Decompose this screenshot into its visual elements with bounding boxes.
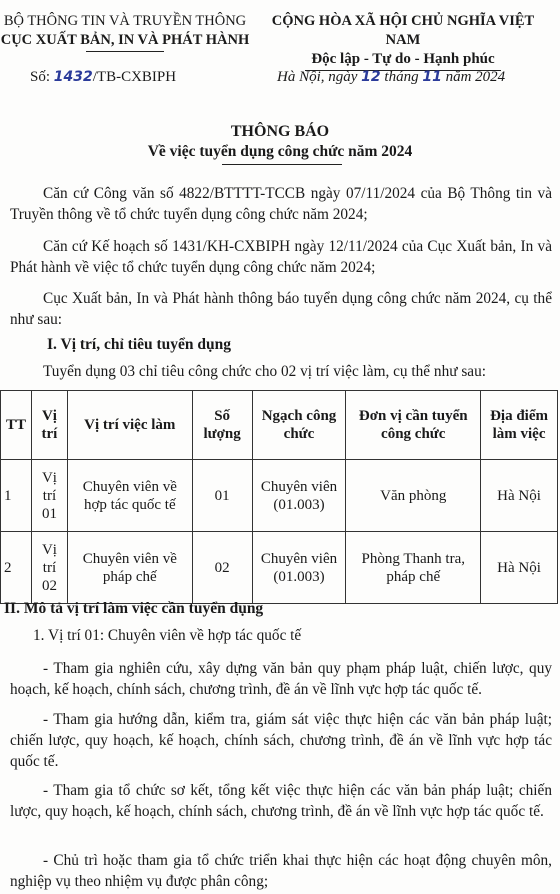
duty-text-1: - Tham gia nghiên cứu, xây dựng văn bản quy phạm pháp luật, chiến lược, quy hoạch, kế hoạch, chính sách, chương trình, đề án về lĩnh vực hợp tác quốc tế. [10,660,552,698]
recruitment-table [0,390,558,604]
col-header-quantity: Số lượng [192,391,252,460]
table-row [1,460,558,532]
cell-tt: 2 [1,532,32,604]
section-1-lead: Tuyển dụng 03 chỉ tiêu công chức cho 02 vị trí việc làm, cụ thể như sau: [43,363,486,380]
duty-text-4: - Chủ trì hoặc tham gia tổ chức triển khai thực hiện các hoạt động chuyên môn, nghiệp vụ theo nhiệm vụ được phân công; [10,852,552,890]
intro-text-2: Căn cứ Kế hoạch số 1431/KH-CXBIPH ngày 12/11/2024 của Cục Xuất bản, In và Phát hành về việc tổ chức tuyển dụng công chức năm 2024; [10,238,552,276]
cell-job-position: Chuyên viên về hợp tác quốc tế [67,460,192,532]
cell-grade: Chuyên viên (01.003) [252,460,346,532]
motto: Độc lập - Tự do - Hạnh phúc [311,51,495,67]
cell-location: Hà Nội [481,532,558,604]
cell-unit: Phòng Thanh tra, pháp chế [346,532,481,604]
date-suffix: năm 2024 [441,69,506,85]
intro-paragraph-3 [10,288,552,330]
cell-quantity: 01 [192,460,252,532]
cell-tt: 1 [1,460,32,532]
department-underline [86,51,164,52]
intro-text-3: Cục Xuất bản, In và Phát hành thông báo tuyển dụng công chức năm 2024, cụ thể như sau: [10,290,552,328]
intro-text-1: Căn cứ Công văn số 4822/BTTTT-TCCB ngày 07/11/2024 của Bộ Thông tin và Truyền thông về tổ chức tuyển dụng công chức năm 2024; [10,185,552,223]
col-header-job-position: Vị trí việc làm [67,391,192,460]
issuer-block [0,12,250,52]
document-title: THÔNG BÁO [230,123,330,140]
date-day-handwritten: 12 [361,69,381,85]
section-2-heading: II. Mô tả vị trí làm việc cần tuyển dụng [4,600,264,617]
cell-position-code: Vị trí 01 [31,460,67,532]
date-month-handwritten: 11 [422,69,442,85]
ref-suffix: /TB-CXBIPH [92,69,177,85]
cell-grade: Chuyên viên (01.003) [252,532,346,604]
cell-location: Hà Nội [481,460,558,532]
col-header-location: Địa điểm làm việc [481,391,558,460]
duty-item-4 [10,850,552,892]
issue-date [277,69,505,86]
document-number [30,69,176,86]
section-1-heading: I. Vị trí, chỉ tiêu tuyển dụng [47,336,232,353]
document-subtitle: Về việc tuyển dụng công chức năm 2024 [147,143,413,160]
section-2-subheading: 1. Vị trí 01: Chuyên viên về hợp tác quốc tế [33,627,302,644]
department-name: CỤC XUẤT BẢN, IN VÀ PHÁT HÀNH [0,32,250,48]
duty-item-1 [10,658,552,700]
cell-position-code: Vị trí 02 [31,532,67,604]
date-prefix: Hà Nội, ngày [277,69,362,85]
national-heading [253,12,553,71]
col-header-position-code: Vị trí [31,391,67,460]
date-mid: tháng [380,69,423,85]
intro-paragraph-1 [10,183,552,225]
ref-prefix: Số: [30,69,54,85]
cell-quantity: 02 [192,532,252,604]
col-header-unit: Đơn vị cần tuyển công chức [346,391,481,460]
title-underline [222,164,342,165]
col-header-tt: TT [1,391,32,460]
col-header-grade: Ngạch công chức [252,391,346,460]
ref-number-handwritten: 1432 [53,69,93,85]
duty-item-3 [10,780,552,822]
table-header-row [1,391,558,460]
ministry-name: BỘ THÔNG TIN VÀ TRUYỀN THÔNG [3,13,247,29]
duty-text-2: - Tham gia hướng dẫn, kiểm tra, giám sát việc thực hiện các văn bản pháp luật; chiến lược, quy hoạch, kế hoạch, chính sách, chương trình, đề án về lĩnh vực hợp tác quốc tế. [10,711,552,770]
intro-paragraph-2 [10,236,552,278]
cell-job-position: Chuyên viên về pháp chế [67,532,192,604]
duty-text-3: - Tham gia tổ chức sơ kết, tổng kết việc thực hiện các văn bản pháp luật; chiến lược, quy hoạch, kế hoạch, chính sách, chương trình, đề án về lĩnh vực hợp tác quốc tế. [10,782,552,820]
duty-item-2 [10,709,552,772]
nation-name: CỘNG HÒA XÃ HỘI CHỦ NGHĨA VIỆT NAM [271,13,535,48]
cell-unit: Văn phòng [346,460,481,532]
table-row [1,532,558,604]
